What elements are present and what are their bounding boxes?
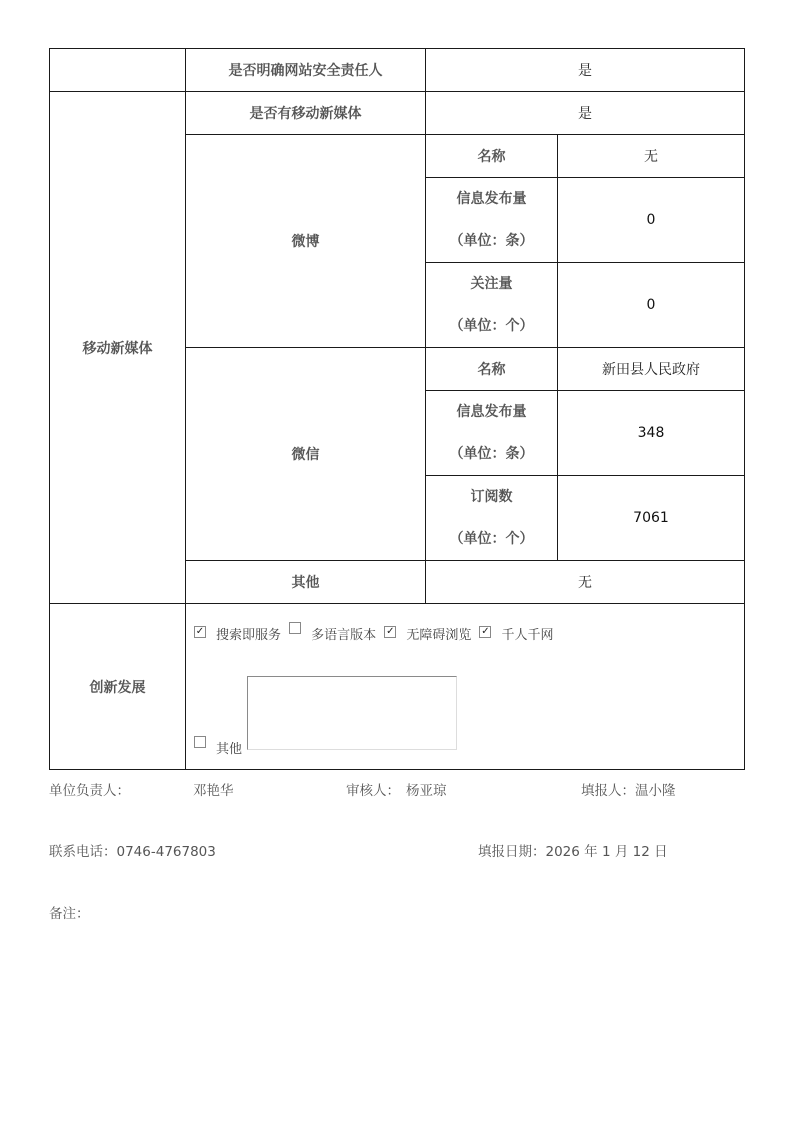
has-mobile-media-value: 是 xyxy=(426,92,745,135)
fill-date: 填报日期：2026 年 1 月 12 日 xyxy=(478,844,668,860)
wechat-posts-label-line1: 信息发布量 xyxy=(456,404,527,420)
weibo-name-label: 名称 xyxy=(426,135,558,178)
other-media-value: 无 xyxy=(426,561,745,604)
checkbox-multilingual[interactable] xyxy=(289,622,301,634)
mobile-media-section-label: 移动新媒体 xyxy=(50,92,186,604)
wechat-posts-value: 348 xyxy=(558,391,745,476)
security-owner-label: 是否明确网站安全责任人 xyxy=(186,49,426,92)
innovation-label: 创新发展 xyxy=(50,604,186,770)
weibo-followers-label-line1: 关注量 xyxy=(470,276,513,292)
other-media-label: 其他 xyxy=(186,561,426,604)
option-search-service[interactable] xyxy=(192,628,281,643)
weibo-posts-label-line1: 信息发布量 xyxy=(456,191,527,207)
option-other-label: 其他 xyxy=(216,742,243,757)
reviewer-label: 审核人： xyxy=(346,783,400,799)
contact-phone: 联系电话：0746-4767803 xyxy=(49,844,216,860)
option-personalized[interactable] xyxy=(477,628,553,643)
weibo-posts-label xyxy=(426,178,558,263)
unit-head-label: 单位负责人： xyxy=(49,783,130,799)
wechat-label: 微信 xyxy=(186,348,426,561)
weibo-posts-value: 0 xyxy=(558,178,745,263)
wechat-name-label: 名称 xyxy=(426,348,558,391)
weibo-followers-label-line2: （单位：个） xyxy=(449,318,534,334)
innovation-options-cell xyxy=(186,604,745,770)
weibo-name-value: 无 xyxy=(558,135,745,178)
option-search-service-label: 搜索即服务 xyxy=(216,628,282,643)
innovation-checkbox-row xyxy=(192,624,555,643)
report-table xyxy=(49,48,745,770)
unit-head-name: 邓艳华 xyxy=(193,783,234,799)
weibo-followers-value: 0 xyxy=(558,263,745,348)
weibo-label: 微博 xyxy=(186,135,426,348)
reviewer-name: 杨亚琼 xyxy=(406,783,447,799)
wechat-subs-label-line1: 订阅数 xyxy=(470,489,513,505)
option-accessibility[interactable] xyxy=(382,628,471,643)
has-mobile-media-label: 是否有移动新媒体 xyxy=(186,92,426,135)
wechat-subs-label-line2: （单位：个） xyxy=(449,531,534,547)
option-accessibility-label: 无障碍浏览 xyxy=(406,628,472,643)
blank-cell xyxy=(50,49,186,92)
weibo-followers-label xyxy=(426,263,558,348)
checkbox-accessibility[interactable]: ✓ xyxy=(386,626,395,637)
option-other[interactable] xyxy=(192,738,242,757)
security-owner-value: 是 xyxy=(426,49,745,92)
weibo-posts-label-line2: （单位：条） xyxy=(449,233,534,249)
wechat-subs-value: 7061 xyxy=(558,476,745,561)
option-multilingual[interactable] xyxy=(287,628,376,643)
filler: 填报人：温小隆 xyxy=(581,783,676,799)
wechat-posts-label xyxy=(426,391,558,476)
wechat-posts-label-line2: （单位：条） xyxy=(449,446,534,462)
checkbox-search-service[interactable]: ✓ xyxy=(195,626,205,637)
wechat-name-value: 新田县人民政府 xyxy=(558,348,745,391)
other-text-area[interactable] xyxy=(247,676,457,750)
checkbox-other[interactable] xyxy=(194,736,206,748)
wechat-subs-label xyxy=(426,476,558,561)
checkbox-personalized[interactable]: ✓ xyxy=(481,626,490,637)
option-personalized-label: 千人千网 xyxy=(501,628,554,643)
option-multilingual-label: 多语言版本 xyxy=(311,628,377,643)
remarks-label: 备注： xyxy=(49,906,90,922)
